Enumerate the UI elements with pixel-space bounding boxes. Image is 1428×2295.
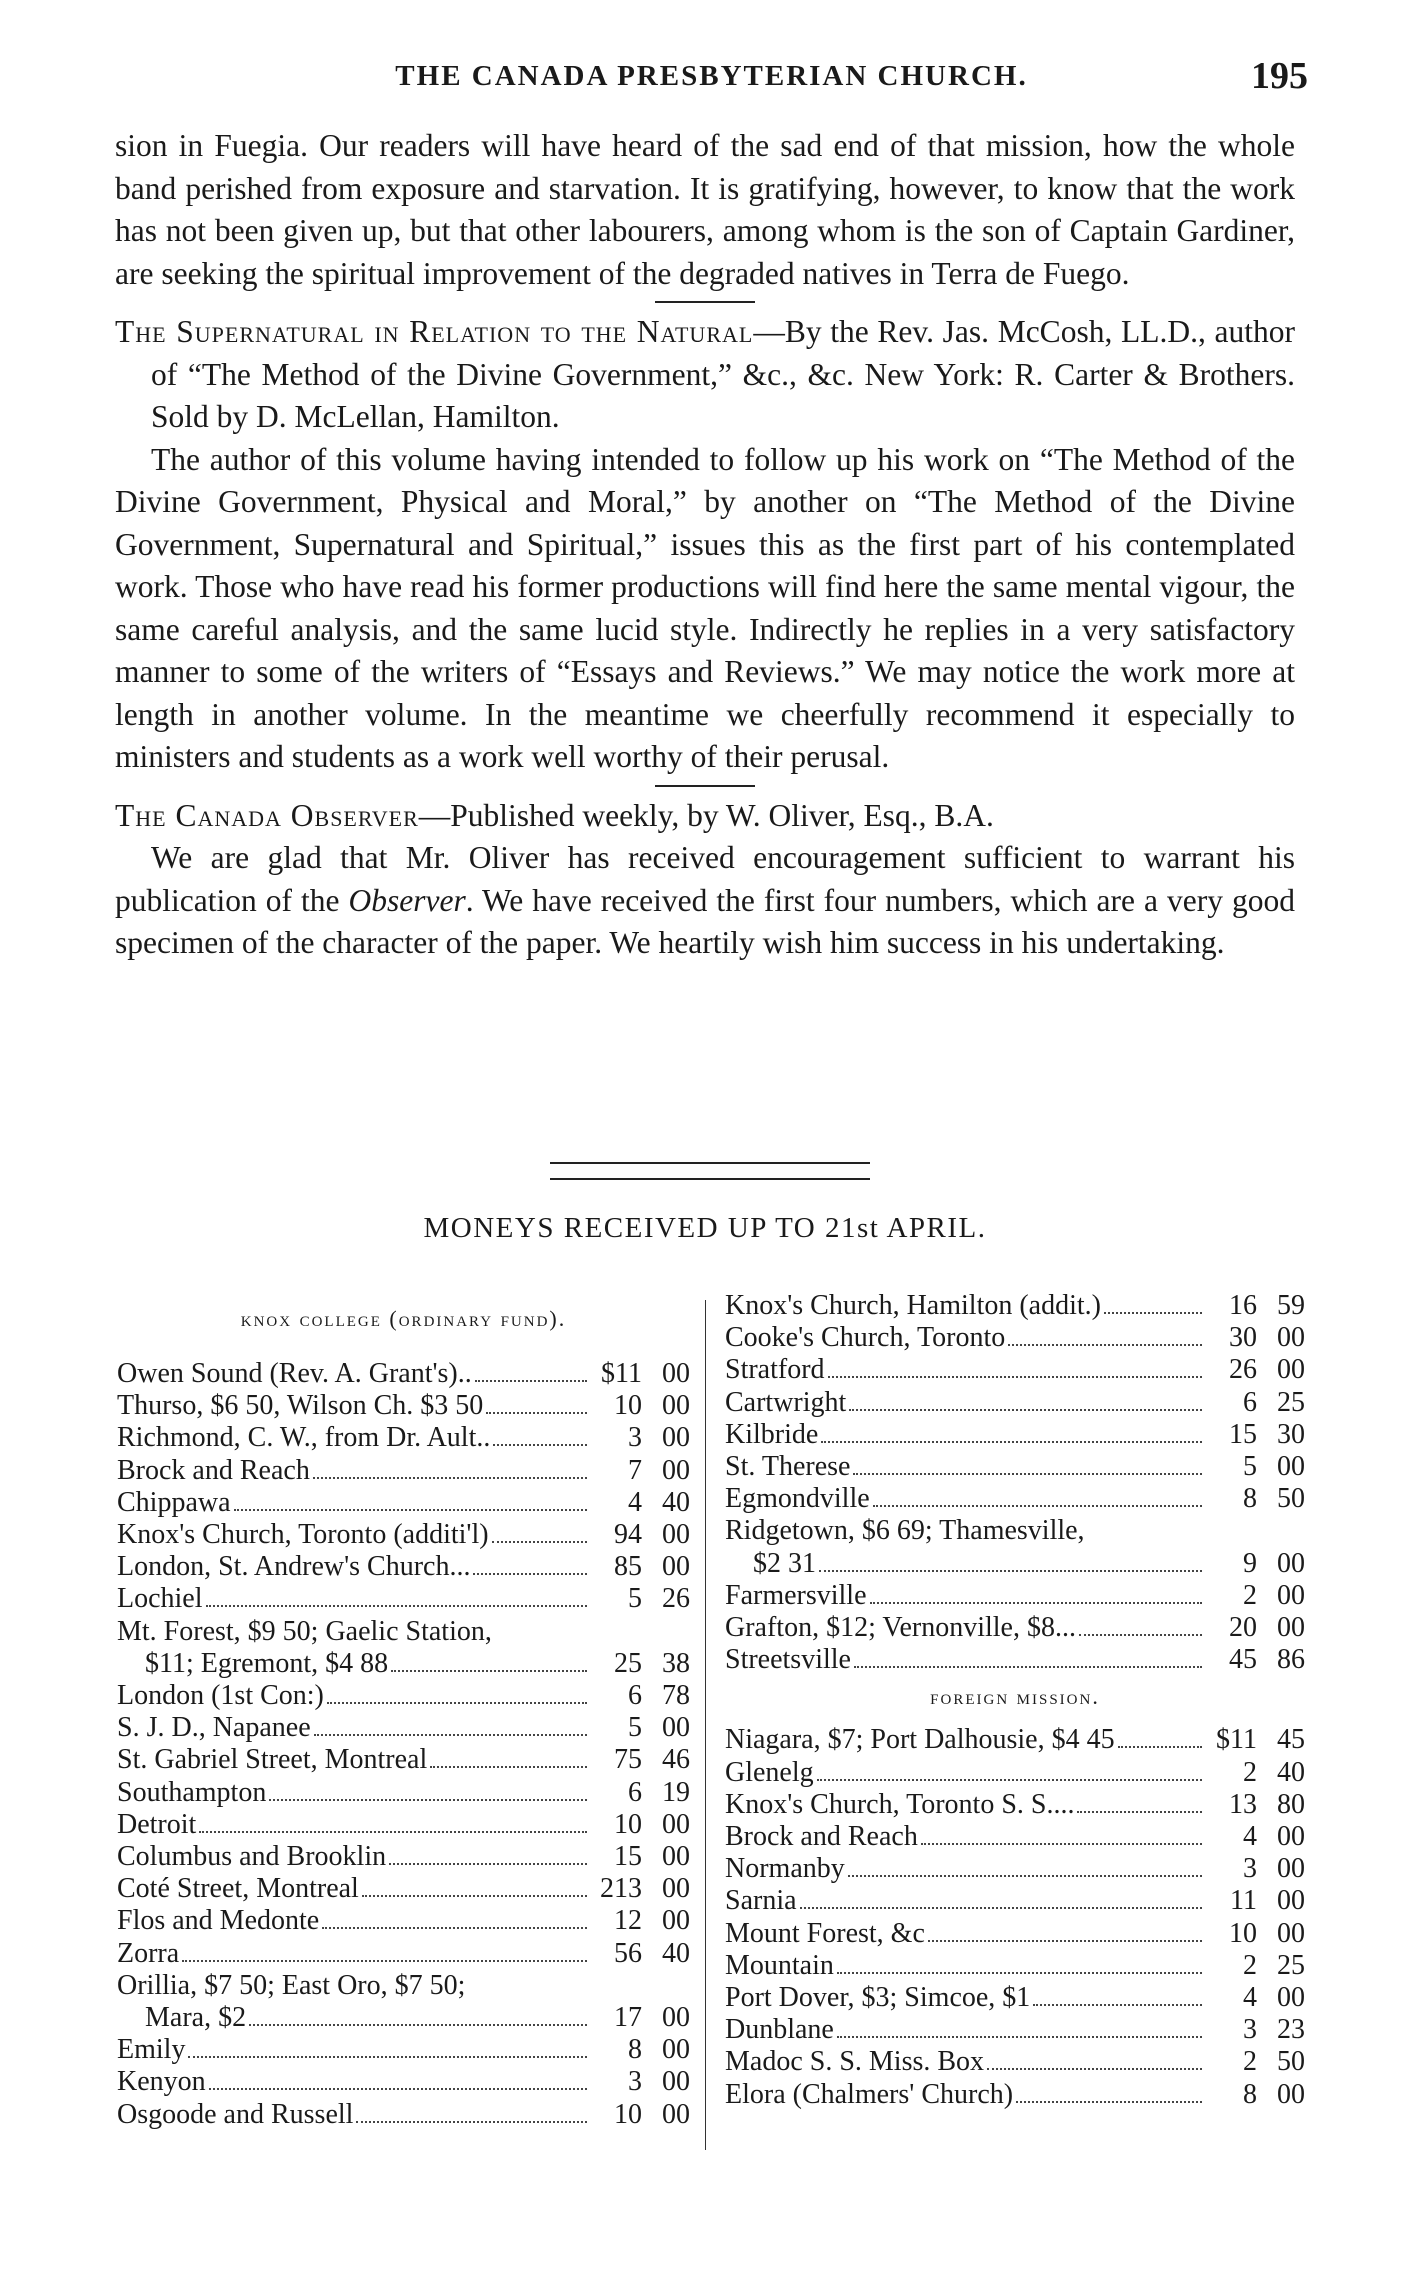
entry-dollars: 9 <box>1243 1547 1257 1579</box>
entry-cents: 25 <box>1277 1386 1305 1418</box>
ledger-entry <box>117 1777 690 1809</box>
entry-cents: 00 <box>662 2002 690 2034</box>
ledger-entry <box>725 1580 1305 1612</box>
entry-name: Kilbride <box>725 1418 819 1450</box>
dot-leader <box>928 1940 1202 1942</box>
entry-cents: 00 <box>1277 1451 1305 1483</box>
entry-name: Brock and Reach <box>117 1454 310 1486</box>
dot-leader <box>475 1380 587 1382</box>
entry-dollars: 17 <box>614 2002 642 2034</box>
entry-name: Port Dover, $3; Simcoe, $1 <box>725 1982 1031 2014</box>
entry-name: Knox's Church, Toronto S. S.... <box>725 1788 1075 1820</box>
entry-name: London, St. Andrew's Church... <box>117 1551 471 1583</box>
entry-name: Stratford <box>725 1354 825 1386</box>
moneys-heading: MONEYS RECEIVED UP TO 21st APRIL. <box>423 1212 987 1244</box>
entry-name: Niagara, $7; Port Dalhousie, $4 45 <box>725 1724 1115 1756</box>
entry-name: Cartwright <box>725 1386 847 1418</box>
ledger-entry <box>725 2014 1305 2046</box>
observer-title: The Canada Observer <box>115 797 419 833</box>
ledger-entry <box>117 1809 690 1841</box>
entry-name: Ridgetown, $6 69; Thamesville, <box>725 1515 1085 1547</box>
entry-cents: 50 <box>1277 2046 1305 2078</box>
dot-leader <box>473 1573 587 1575</box>
entry-name: Brock and Reach <box>725 1821 918 1853</box>
ledger-entry <box>117 1455 690 1487</box>
entry-cents: 00 <box>1277 1322 1305 1354</box>
entry-cents: 00 <box>662 1551 690 1583</box>
entry-cents: 00 <box>662 2066 690 2098</box>
entry-cents: 00 <box>662 1519 690 1551</box>
dot-leader <box>1077 1811 1202 1813</box>
entry-dollars: 8 <box>628 2034 642 2066</box>
double-rule <box>550 1162 870 1180</box>
dot-leader <box>362 1895 587 1897</box>
entry-cents: 40 <box>662 1486 690 1518</box>
entry-name: Normanby <box>725 1853 845 1885</box>
dot-leader <box>327 1702 587 1704</box>
entry-name: Zorra <box>117 1937 180 1969</box>
entry-cents: 00 <box>662 1712 690 1744</box>
ledger-entry <box>117 1970 690 2002</box>
ledger-entry <box>117 1712 690 1744</box>
entry-name: Richmond, C. W., from Dr. Ault.. <box>117 1422 491 1454</box>
ledger-entry <box>725 1982 1305 2014</box>
entry-cents: 00 <box>1277 1547 1305 1579</box>
entry-dollars: 4 <box>1243 1821 1257 1853</box>
entry-cents: 00 <box>1277 1885 1305 1917</box>
dot-leader <box>234 1509 587 1511</box>
entry-name: Orillia, $7 50; East Oro, $7 50; <box>117 1969 466 2001</box>
entry-cents: 00 <box>1277 1853 1305 1885</box>
entry-name: Dunblane <box>725 2014 834 2046</box>
ledger-entry <box>117 1390 690 1422</box>
dot-leader <box>188 2056 587 2058</box>
body-text <box>115 125 1295 965</box>
dot-leader <box>389 1863 587 1865</box>
entry-dollars: 3 <box>628 1422 642 1454</box>
entry-dollars: 6 <box>628 1776 642 1808</box>
entry-cents: 00 <box>662 1422 690 1454</box>
entry-dollars: 3 <box>628 2066 642 2098</box>
entry-cents: 00 <box>662 1808 690 1840</box>
entry-cents: 40 <box>662 1937 690 1969</box>
section-rule <box>655 301 755 303</box>
entry-name: Osgoode and Russell <box>117 2098 354 2130</box>
ledger-entry <box>725 1757 1305 1789</box>
ledger-entry <box>117 2034 690 2066</box>
entry-dollars: 8 <box>1243 1483 1257 1515</box>
supernatural-citation-text: —By the Rev. Jas. McCosh, LL.D., author of “The Method of the Divine Government,” &c., &c. New York: R. Carter & Brothers. Sold by D. McLellan, Hamilton. <box>151 314 1296 434</box>
page-number: 195 <box>1251 55 1308 97</box>
entry-cents: 26 <box>662 1583 690 1615</box>
entry-name: Streetsville <box>725 1644 851 1676</box>
ledger-entry <box>117 1519 690 1551</box>
entry-dollars: 5 <box>628 1583 642 1615</box>
column-divider <box>705 1300 706 2150</box>
dot-leader <box>873 1505 1202 1507</box>
dot-leader <box>828 1376 1202 1378</box>
entry-cents: 00 <box>1277 1982 1305 2014</box>
entry-cents: 00 <box>662 2034 690 2066</box>
entry-dollars: 45 <box>1229 1644 1257 1676</box>
dot-leader <box>486 1412 587 1414</box>
entry-dollars: 2 <box>1243 1579 1257 1611</box>
dot-leader <box>1118 1746 1202 1748</box>
entry-cents: 23 <box>1277 2014 1305 2046</box>
supernatural-title: The Supernatural in Relation to the Natural <box>115 314 754 349</box>
ledger-entry <box>725 1290 1305 1322</box>
entry-name: Knox's Church, Hamilton (addit.) <box>725 1290 1101 1321</box>
entry-name: Elora (Chalmers' Church) <box>725 2078 1014 2110</box>
foreign-mission-list <box>725 1724 1305 2110</box>
entry-dollars: 10 <box>614 1390 642 1422</box>
ledger-entry <box>117 1744 690 1776</box>
entry-name: Mount Forest, &c <box>725 1917 925 1949</box>
ledger-entry <box>725 1483 1305 1515</box>
entry-dollars: 2 <box>1243 1756 1257 1788</box>
dot-leader <box>817 1779 1202 1781</box>
dot-leader <box>430 1766 587 1768</box>
entry-name: Mara, $2 <box>145 2002 247 2034</box>
entry-dollars: 13 <box>1229 1788 1257 1820</box>
entry-dollars: 56 <box>614 1937 642 1969</box>
entry-dollars: 10 <box>1229 1917 1257 1949</box>
entry-dollars: 5 <box>1243 1451 1257 1483</box>
entry-name: Owen Sound (Rev. A. Grant's).. <box>117 1358 472 1389</box>
right-column-list <box>725 1290 1305 1676</box>
entry-name: Farmersville <box>725 1579 867 1611</box>
entry-dollars: 5 <box>628 1712 642 1744</box>
entry-dollars: 3 <box>1243 1853 1257 1885</box>
ledger-entry <box>725 1354 1305 1386</box>
ledger-entry <box>117 1487 690 1519</box>
ledger-entry <box>725 1548 1305 1580</box>
dot-leader <box>1033 2004 1202 2006</box>
dot-leader <box>206 1605 587 1607</box>
entry-cents: 00 <box>662 1454 690 1486</box>
knox-college-heading: knox college (ordinary fund). <box>240 1306 567 1331</box>
entry-cents: 86 <box>1277 1644 1305 1676</box>
dot-leader <box>819 1570 1202 1572</box>
entry-name: Cooke's Church, Toronto <box>725 1322 1006 1354</box>
entry-cents: 40 <box>1277 1756 1305 1788</box>
ledger-entry <box>117 1358 690 1390</box>
dot-leader <box>209 2088 587 2090</box>
entry-dollars: 10 <box>614 2098 642 2130</box>
entry-name: Kenyon <box>117 2066 206 2098</box>
entry-cents: 30 <box>1277 1418 1305 1450</box>
ledger-entry <box>725 1918 1305 1950</box>
ledger-entry <box>725 1644 1305 1676</box>
ledger-entry <box>117 1583 690 1615</box>
ledger-left-column <box>117 1290 690 2131</box>
entry-cents: 00 <box>662 1841 690 1873</box>
dot-leader <box>391 1670 587 1672</box>
entry-dollars: 6 <box>1243 1386 1257 1418</box>
section-rule <box>655 785 755 787</box>
running-head <box>115 52 1308 112</box>
dot-leader <box>1104 1312 1202 1314</box>
dot-leader <box>1008 1344 1202 1346</box>
dot-leader <box>870 1602 1202 1604</box>
dot-leader <box>853 1473 1202 1475</box>
ledger-entry <box>117 1680 690 1712</box>
entry-dollars: 7 <box>628 1454 642 1486</box>
entry-dollars: 6 <box>628 1680 642 1712</box>
dot-leader <box>313 1477 587 1479</box>
entry-cents: 00 <box>1277 2078 1305 2110</box>
entry-name: Mountain <box>725 1949 834 1981</box>
entry-name: London (1st Con:) <box>117 1680 324 1712</box>
entry-dollars: 20 <box>1229 1612 1257 1644</box>
entry-cents: 00 <box>1277 1917 1305 1949</box>
entry-dollars: 4 <box>628 1486 642 1518</box>
entry-name: $2 31 <box>753 1547 816 1579</box>
dot-leader <box>821 1441 1202 1443</box>
observer-review-part2: . We have received the first four numbers, which are a very good specimen of the character of the paper. We heartily wish him success in his undertaking. <box>115 882 1295 960</box>
entry-dollars: 8 <box>1243 2078 1257 2110</box>
entry-dollars: 26 <box>1229 1354 1257 1386</box>
entry-cents: 00 <box>662 2098 690 2130</box>
ledger-right-column <box>725 1290 1305 2111</box>
ledger-entry <box>725 1612 1305 1644</box>
entry-name: St. Gabriel Street, Montreal <box>117 1744 428 1776</box>
dot-leader <box>492 1541 587 1543</box>
fuegia-paragraph: sion in Fuegia. Our readers will have heard of the sad end of that mission, how the whole band perished from exposure and starvation. It is gratifying, however, to know that the work has not been given up, but that other labourers, among whom is the son of Captain Gardiner, are seeking the spiritual improvement of the degraded natives in Terra de Fuego. <box>115 128 1295 291</box>
dot-leader <box>837 1972 1202 1974</box>
entry-cents: 80 <box>1277 1788 1305 1820</box>
dot-leader <box>921 1843 1202 1845</box>
dot-leader <box>199 1831 587 1833</box>
observer-review <box>115 837 1295 965</box>
entry-dollars: 4 <box>1243 1982 1257 2014</box>
ledger-entry <box>725 2079 1305 2111</box>
ledger-entry <box>725 1419 1305 1451</box>
ledger-entry <box>117 2002 690 2034</box>
entry-cents: 00 <box>662 1905 690 1937</box>
observer-citation <box>115 795 1295 838</box>
knox-college-list <box>117 1358 690 2131</box>
entry-dollars: 16 <box>1229 1290 1257 1321</box>
supernatural-citation <box>115 311 1295 439</box>
entry-dollars: 2 <box>1243 1949 1257 1981</box>
entry-name: Knox's Church, Toronto (additi'l) <box>117 1519 489 1551</box>
entry-cents: 78 <box>662 1680 690 1712</box>
entry-name: S. J. D., Napanee <box>117 1712 311 1744</box>
foreign-mission-heading: foreign mission. <box>930 1684 1100 1710</box>
ledger-entry <box>725 1322 1305 1354</box>
dot-leader <box>837 2036 1202 2038</box>
ledger-entry <box>725 1451 1305 1483</box>
entry-dollars: 213 <box>600 1873 642 1905</box>
entry-cents: 19 <box>662 1776 690 1808</box>
entry-name: Lochiel <box>117 1583 203 1615</box>
entry-dollars: 30 <box>1229 1322 1257 1354</box>
entry-name: $11; Egremont, $4 88 <box>145 1647 389 1679</box>
entry-cents: 46 <box>662 1744 690 1776</box>
entry-name: Columbus and Brooklin <box>117 1841 387 1873</box>
entry-cents: 25 <box>1277 1949 1305 1981</box>
entry-dollars: 15 <box>1229 1418 1257 1450</box>
dot-leader <box>493 1444 587 1446</box>
entry-cents: 59 <box>1277 1290 1305 1321</box>
running-title: THE CANADA PRESBYTERIAN CHURCH. <box>395 60 1028 92</box>
dot-leader <box>849 1409 1202 1411</box>
entry-name: Flos and Medonte <box>117 1905 320 1937</box>
entry-name: Egmondville <box>725 1483 870 1515</box>
ledger-entry <box>117 1616 690 1648</box>
entry-name: Sarnia <box>725 1885 797 1917</box>
entry-cents: 00 <box>1277 1612 1305 1644</box>
dot-leader <box>314 1734 587 1736</box>
entry-name: Chippawa <box>117 1486 231 1518</box>
entry-dollars: 85 <box>614 1551 642 1583</box>
ledger-entry <box>725 1853 1305 1885</box>
ledger-entry <box>117 1648 690 1680</box>
entry-name: Grafton, $12; Vernonville, $8... <box>725 1612 1076 1644</box>
ledger-entry <box>117 2066 690 2098</box>
entry-cents: 38 <box>662 1647 690 1679</box>
entry-dollars: 25 <box>614 1647 642 1679</box>
entry-name: St. Therese <box>725 1451 851 1483</box>
entry-name: Southampton <box>117 1776 267 1808</box>
entry-cents: 45 <box>1277 1724 1305 1756</box>
ledger-entry <box>725 1789 1305 1821</box>
ledger-entry <box>117 1422 690 1454</box>
entry-dollars: 12 <box>614 1905 642 1937</box>
ledger-entry <box>725 1724 1305 1756</box>
dot-leader <box>854 1666 1202 1668</box>
entry-cents: 50 <box>1277 1483 1305 1515</box>
ledger-entry <box>725 1387 1305 1419</box>
entry-cents: 00 <box>1277 1579 1305 1611</box>
entry-dollars: 11 <box>1230 1885 1257 1917</box>
dot-leader <box>182 1960 587 1962</box>
ledger-entry <box>725 1821 1305 1853</box>
supernatural-review: The author of this volume having intended to follow up his work on “The Method of the Divine Government, Physical and Moral,” by another on “The Method of the Divine Government, Supernatural and Spiritual,” issues this as the first part of his contemplated work. Those who have read his former productions will find here the same mental vigour, the same careful analysis, and the same lucid style. Indirectly he replies in a very satisfactory manner to some of the writers of “Essays and Reviews.” We may notice the work more at length in another volume. In the meantime we cheerfully recommend it especially to ministers and students as a work well worthy of their perusal. <box>115 441 1295 774</box>
dot-leader <box>322 1927 587 1929</box>
entry-dollars: 3 <box>1243 2014 1257 2046</box>
ledger-entry <box>117 1873 690 1905</box>
entry-cents: 00 <box>662 1873 690 1905</box>
ledger-entry <box>725 2046 1305 2078</box>
ledger-entry <box>117 1905 690 1937</box>
entry-name: Thurso, $6 50, Wilson Ch. $3 50 <box>117 1390 484 1422</box>
dot-leader <box>356 2121 587 2123</box>
dot-leader <box>987 2068 1202 2070</box>
dot-leader <box>848 1875 1202 1877</box>
dot-leader <box>249 2024 587 2026</box>
entry-cents: 00 <box>1277 1821 1305 1853</box>
dot-leader <box>1079 1634 1202 1636</box>
entry-name: Coté Street, Montreal <box>117 1873 359 1905</box>
entry-name: Detroit <box>117 1808 197 1840</box>
observer-citation-text: —Published weekly, by W. Oliver, Esq., B.A. <box>418 797 994 833</box>
entry-name: Madoc S. S. Miss. Box <box>725 2046 985 2078</box>
entry-dollars: $11 <box>1216 1724 1257 1756</box>
entry-cents: 00 <box>662 1390 690 1422</box>
ledger-entry <box>117 1841 690 1873</box>
entry-dollars: $11 <box>601 1358 642 1389</box>
entry-dollars: 94 <box>614 1519 642 1551</box>
dot-leader <box>1016 2101 1202 2103</box>
entry-dollars: 2 <box>1243 2046 1257 2078</box>
entry-name: Glenelg <box>725 1756 814 1788</box>
ledger-entry <box>725 1885 1305 1917</box>
entry-name: Mt. Forest, $9 50; Gaelic Station, <box>117 1615 492 1647</box>
ledger-entry <box>117 1551 690 1583</box>
entry-dollars: 75 <box>614 1744 642 1776</box>
dot-leader <box>269 1799 587 1801</box>
observer-review-italic: Observer <box>348 882 466 918</box>
ledger-entry <box>725 1515 1305 1547</box>
observer-review-part1: We are glad that Mr. Oliver has received encouragement sufficient to warrant his publication of the <box>115 840 1295 918</box>
ledger-entry <box>117 1938 690 1970</box>
ledger-entry <box>117 2099 690 2131</box>
dot-leader <box>800 1907 1202 1909</box>
entry-dollars: 10 <box>614 1808 642 1840</box>
entry-cents: 00 <box>662 1358 690 1389</box>
entry-name: Emily <box>117 2034 186 2066</box>
entry-cents: 00 <box>1277 1354 1305 1386</box>
ledger-entry <box>725 1950 1305 1982</box>
entry-dollars: 15 <box>614 1841 642 1873</box>
